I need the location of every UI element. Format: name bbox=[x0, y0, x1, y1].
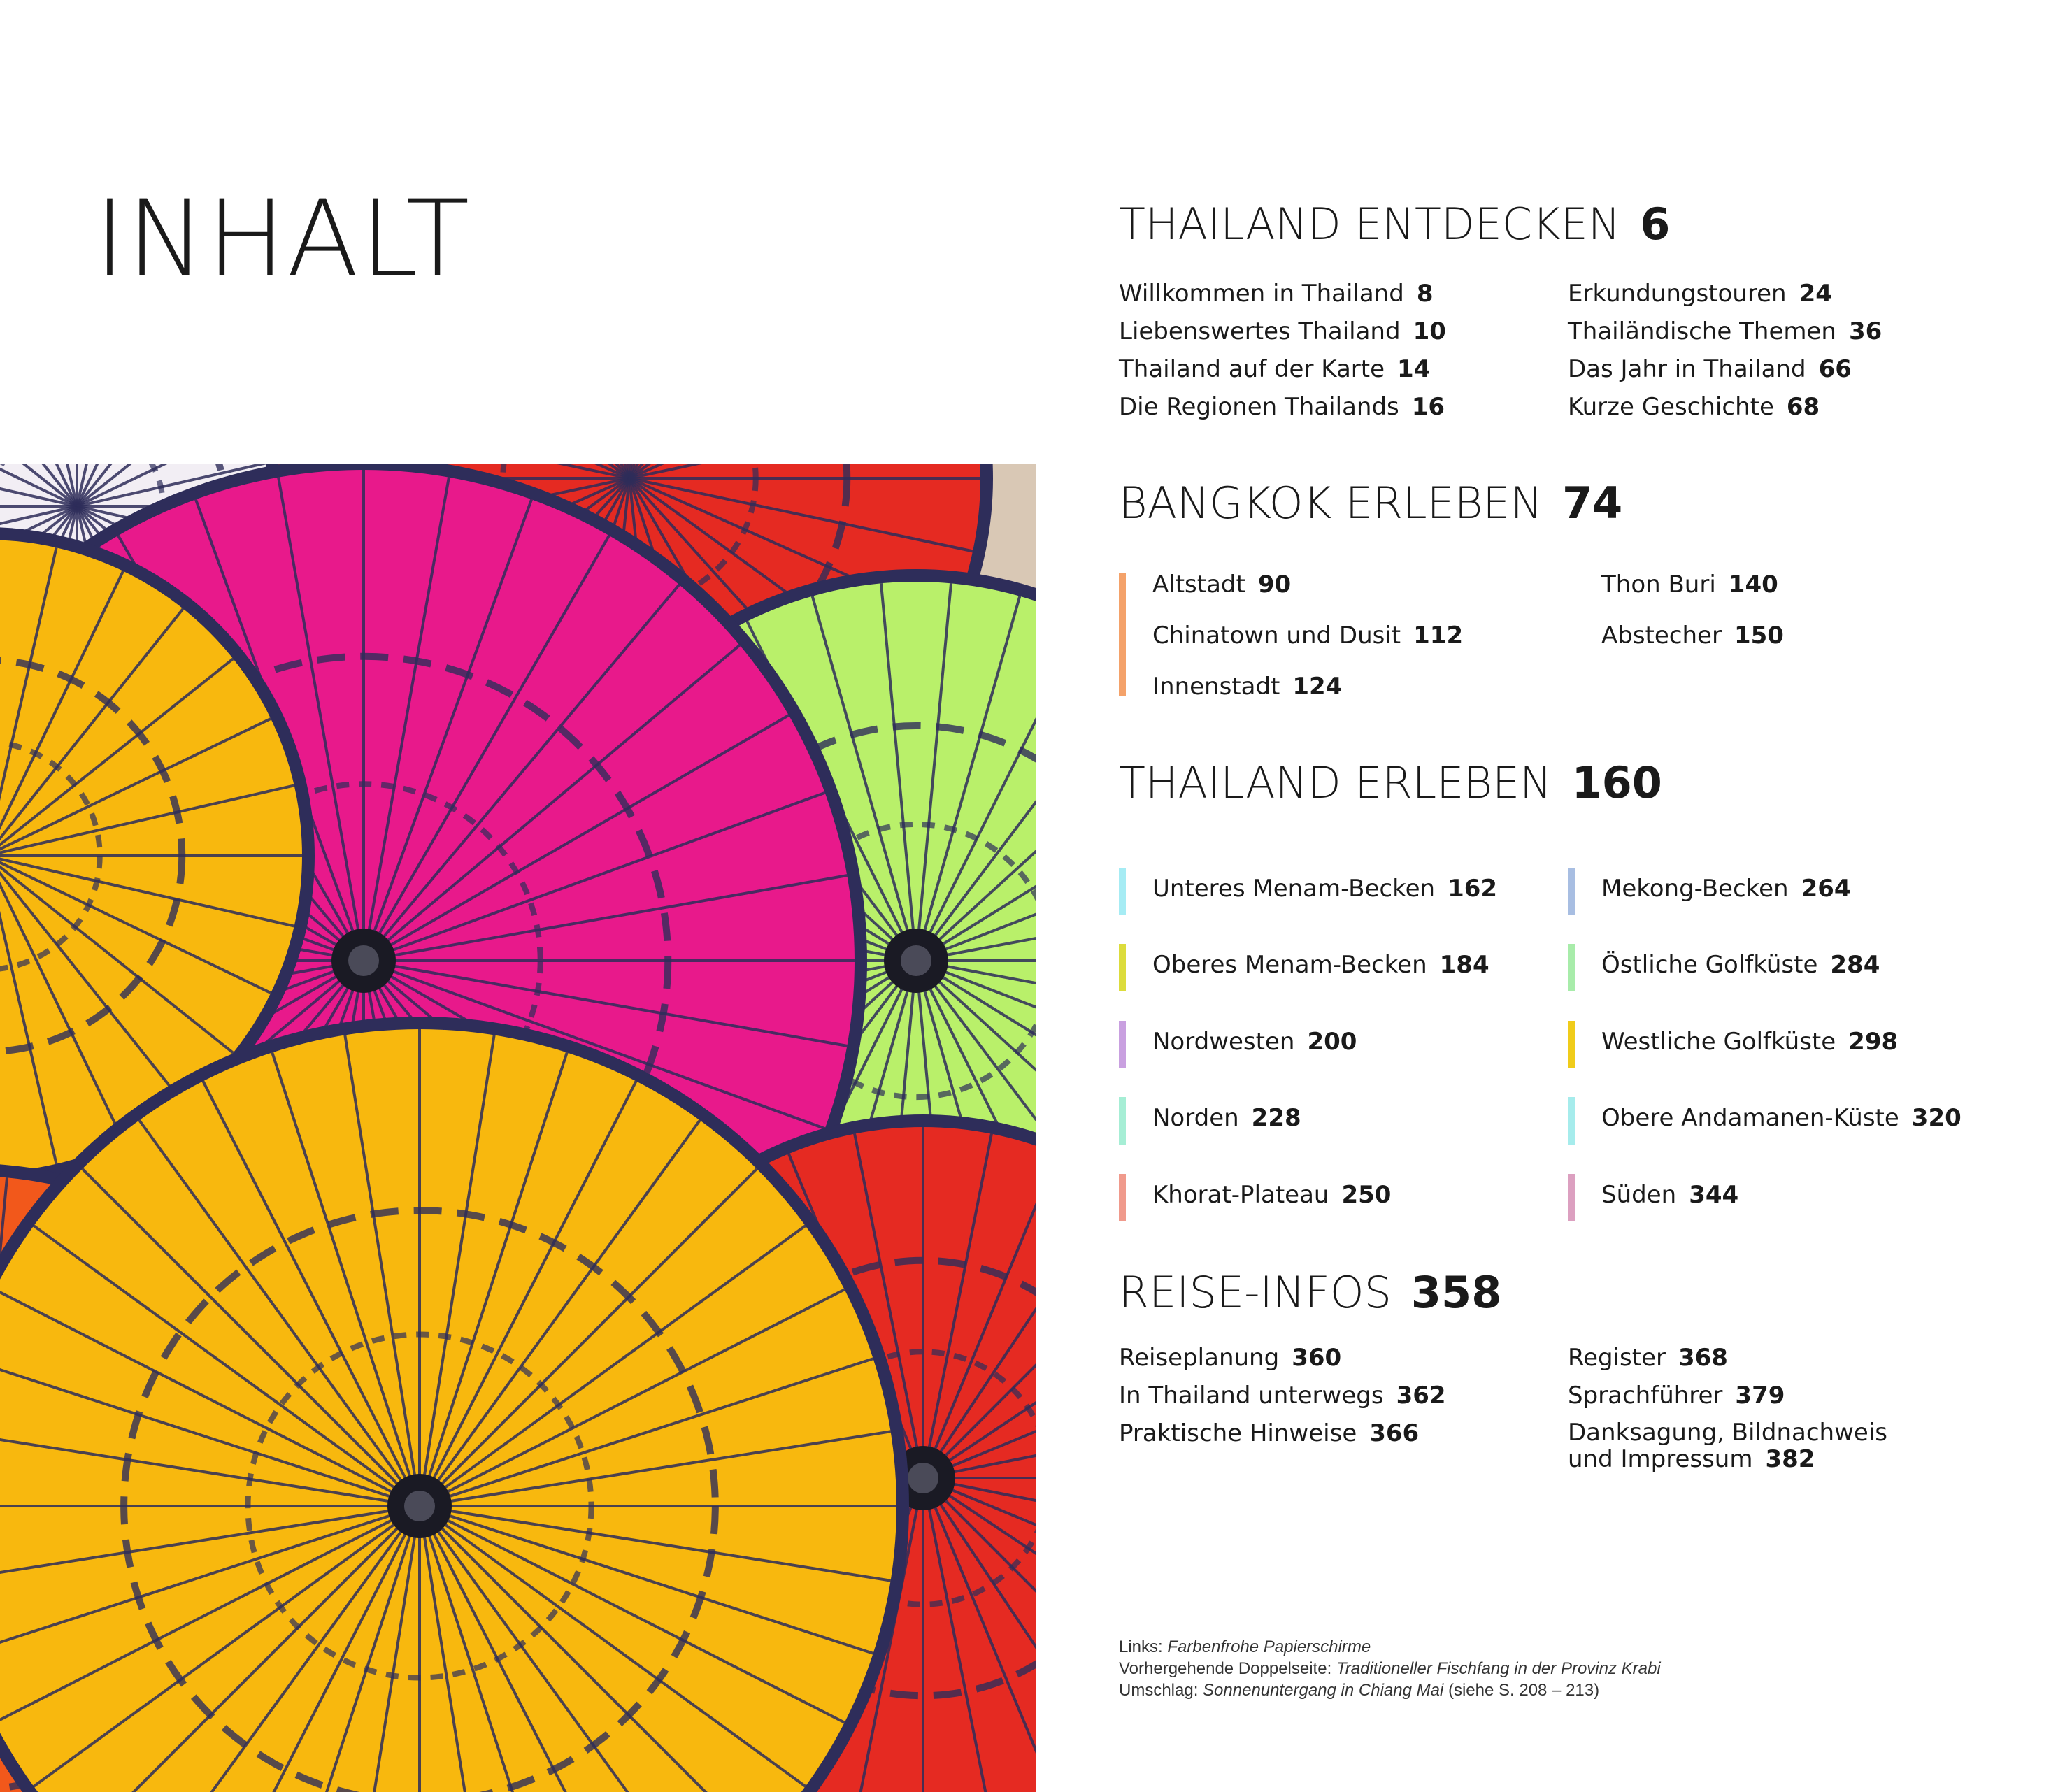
toc-entry[interactable]: Khorat-Plateau 250 bbox=[1152, 1181, 1391, 1209]
region-color-bar bbox=[1568, 868, 1575, 915]
toc-entry[interactable]: Das Jahr in Thailand 66 bbox=[1568, 355, 1852, 383]
paper-umbrellas-image bbox=[0, 464, 1036, 1792]
toc-entry[interactable]: Die Regionen Thailands 16 bbox=[1119, 393, 1445, 421]
page-title: INHALT bbox=[94, 178, 471, 300]
toc-entry[interactable]: Register 368 bbox=[1568, 1344, 1728, 1372]
toc-entry[interactable]: Norden 228 bbox=[1152, 1104, 1301, 1132]
section-title-bangkok-erleben[interactable]: BANGKOK ERLEBEN 74 bbox=[1119, 478, 1623, 529]
toc-entry[interactable]: Westliche Golfküste 298 bbox=[1601, 1028, 1898, 1056]
toc-entry[interactable]: Östliche Golfküste 284 bbox=[1601, 951, 1880, 979]
toc-entry[interactable]: Erkundungstouren 24 bbox=[1568, 280, 1832, 308]
caption-line: Links: Farbenfrohe Papierschirme bbox=[1119, 1637, 1371, 1656]
region-color-bar bbox=[1119, 1097, 1126, 1145]
toc-entry[interactable]: Thailand auf der Karte 14 bbox=[1119, 355, 1431, 383]
region-color-bar bbox=[1119, 944, 1126, 991]
toc-entry[interactable]: Altstadt 90 bbox=[1152, 571, 1292, 598]
region-color-bar bbox=[1119, 573, 1126, 696]
region-color-bar bbox=[1568, 944, 1575, 991]
region-color-bar bbox=[1119, 1174, 1126, 1221]
toc-entry[interactable]: Unteres Menam-Becken 162 bbox=[1152, 875, 1497, 903]
toc-entry[interactable]: In Thailand unterwegs 362 bbox=[1119, 1382, 1446, 1410]
toc-entry[interactable]: Nordwesten 200 bbox=[1152, 1028, 1357, 1056]
toc-entry[interactable]: Innenstadt 124 bbox=[1152, 673, 1343, 701]
region-color-bar bbox=[1568, 1174, 1575, 1221]
caption-line: Umschlag: Sonnenuntergang in Chiang Mai (siehe S. 208 – 213) bbox=[1119, 1681, 1600, 1700]
toc-entry[interactable]: Mekong-Becken 264 bbox=[1601, 875, 1851, 903]
toc-entry[interactable]: Oberes Menam-Becken 184 bbox=[1152, 951, 1489, 979]
toc-entry[interactable]: Thailändische Themen 36 bbox=[1568, 317, 1882, 345]
toc-entry[interactable]: Reiseplanung 360 bbox=[1119, 1344, 1342, 1372]
toc-entry[interactable]: Süden 344 bbox=[1601, 1181, 1738, 1209]
section-title-thailand-erleben[interactable]: THAILAND ERLEBEN 160 bbox=[1119, 757, 1662, 808]
region-color-bar bbox=[1568, 1097, 1575, 1145]
section-title-reise-infos[interactable]: REISE-INFOS 358 bbox=[1119, 1267, 1502, 1318]
region-color-bar bbox=[1119, 1021, 1126, 1068]
toc-entry[interactable]: Praktische Hinweise 366 bbox=[1119, 1419, 1420, 1447]
caption-line: Vorhergehende Doppelseite: Traditioneller Fischfang in der Provinz Krabi bbox=[1119, 1659, 1661, 1678]
photo-captions bbox=[1119, 1636, 1661, 1701]
toc-entry[interactable]: Sprachführer 379 bbox=[1568, 1382, 1785, 1410]
toc-entry[interactable]: Abstecher 150 bbox=[1601, 622, 1784, 650]
toc-entry[interactable]: Danksagung, Bildnachweis und Impressum 382 bbox=[1568, 1419, 1887, 1473]
toc-entry[interactable]: Kurze Geschichte 68 bbox=[1568, 393, 1820, 421]
parasol-photo bbox=[0, 464, 1036, 1792]
region-color-bar bbox=[1119, 868, 1126, 915]
toc-entry[interactable]: Liebenswertes Thailand 10 bbox=[1119, 317, 1446, 345]
toc-entry[interactable]: Obere Andamanen-Küste 320 bbox=[1601, 1104, 1962, 1132]
toc-entry[interactable]: Chinatown und Dusit 112 bbox=[1152, 622, 1464, 650]
section-title-thailand-entdecken[interactable]: THAILAND ENTDECKEN 6 bbox=[1119, 199, 1671, 250]
toc-entry[interactable]: Thon Buri 140 bbox=[1601, 571, 1778, 598]
region-color-bar bbox=[1568, 1021, 1575, 1068]
toc-entry[interactable]: Willkommen in Thailand 8 bbox=[1119, 280, 1434, 308]
